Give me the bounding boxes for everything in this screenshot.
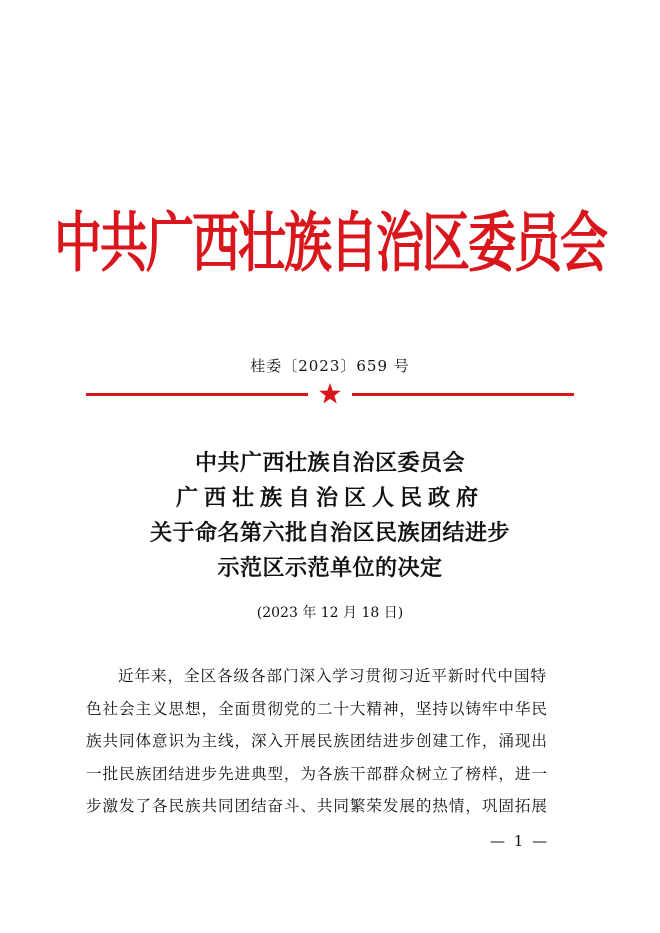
body-line: 步激发了各民族共同团结奋斗、共同繁荣发展的热情，巩固拓展 [86, 797, 548, 815]
red-rule-right [352, 393, 574, 396]
red-rule-left [86, 393, 308, 396]
document-date: (2023 年 12 月 18 日) [256, 605, 404, 621]
title-line-3: 关于命名第六批自治区民族团结进步 [149, 521, 510, 546]
body-line: 色社会主义思想，全面贯彻党的二十大精神，坚持以铸牢中华民 [86, 699, 548, 718]
body-line: 族共同体意识为主线，深入开展民族团结进步创建工作，涌现出 [86, 732, 548, 750]
body-line: 一批民族团结进步先进典型，为各族干部群众树立了榜样，进一 [86, 764, 548, 783]
body-paragraph [86, 660, 578, 823]
title-line-2: 广西壮族自治区人民政府 [175, 486, 484, 511]
title-line-1: 中共广西壮族自治区委员会 [194, 451, 465, 476]
page-number: — 1 — [490, 832, 550, 850]
title-line-4: 示范区示范单位的决定 [217, 556, 443, 581]
star-icon [318, 382, 342, 406]
document-title [0, 446, 660, 586]
body-line: 近年来，全区各级各部门深入学习贯彻习近平新时代中国特 [118, 667, 547, 685]
masthead-title: 中共广西壮族自治区委员会 [53, 205, 606, 282]
document-number: 桂委〔2023〕659 号 [250, 357, 410, 375]
